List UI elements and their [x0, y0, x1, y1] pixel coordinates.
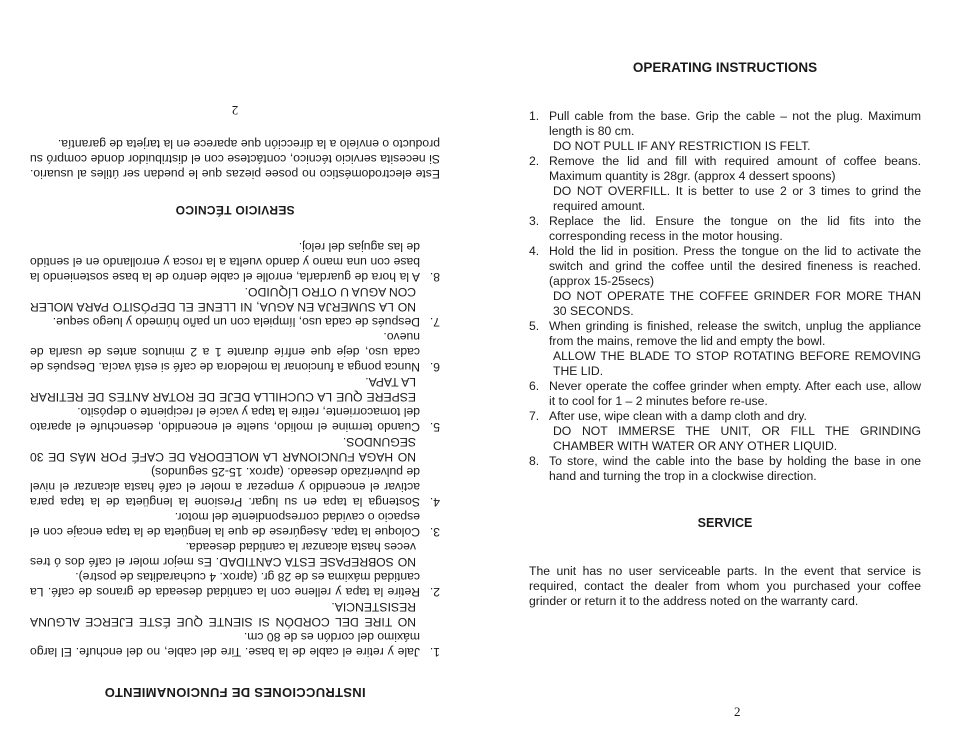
english-page-number: 2 [734, 704, 741, 719]
instruction-text: Cuando termine el molido, suelte el encendido, desenchufe el aparato del tomacorriente, retire la tapa y vacíe el recipiente o depósito. [30, 405, 420, 434]
instruction-number: 7. [429, 315, 440, 329]
instruction-text: After use, wipe clean with a damp cloth and dry. [549, 409, 807, 423]
instruction-item [30, 374, 440, 434]
instruction-text: To store, wind the cable into the base by holding the base in one hand and turning the trop in a clockwise direction. [549, 454, 921, 483]
instruction-item [30, 509, 440, 539]
instruction-text: Hold the lid in position. Press the tongue on the lid to activate the switch and grind the coffee until the desired fineness is reached. (approx 15-25secs) [549, 244, 921, 288]
instruction-number: 4. [529, 244, 540, 258]
instruction-number: 6. [529, 379, 540, 393]
spanish-service-title: SERVICIO TÉCNICO [175, 203, 295, 217]
spanish-service-text: Este electrodoméstico no posee piezas que le puedan ser útiles al usuario. Si necesita servicio técnico, contáctese con el distribuidor donde compró su producto o envíelo a la dirección que aparece en la tarjeta de garantía. [30, 137, 440, 181]
instruction-text: Nunca ponga a funcionar la moledora de café si está vacía. Después de cada uso, deje que enfríe durante 1 a 2 minutos antes de usarla de nuevo. [30, 330, 420, 374]
english-service-title: SERVICE [697, 516, 753, 530]
instruction-warning: DO NOT OPERATE THE COFFEE GRINDER FOR MORE THAN 30 SECONDS. [553, 289, 921, 318]
instruction-number: 8. [429, 270, 440, 284]
instruction-warning: NO HAGA FUNCIONAR LA MOLEDORA DE CAFÉ POR MÁS DE 30 SEGUNDOS. [30, 435, 416, 464]
english-service-text: The unit has no user serviceable parts. In the event that service is required, contact the dealer from whom you purchased your coffee grinder or return it to the address noted on the warranty card. [529, 564, 921, 608]
instruction-item [30, 434, 440, 509]
instruction-text: Después de cada uso, límpiela con un paño húmedo y luego seque. [52, 315, 420, 329]
instruction-item [529, 454, 921, 484]
instruction-text: Retire la tapa y rellene con la cantidad deseada de granos de café. La cantidad máxima es de 28 gr. (aprox. 4 cucharaditas de postre). [30, 570, 420, 599]
instruction-item [30, 539, 440, 599]
instruction-body [30, 539, 420, 599]
instruction-text: When grinding is finished, release the switch, unplug the appliance from the mains, remove the lid and empty the bowl. [549, 319, 921, 348]
instruction-text: A la hora de guardarla, enrolle el cable dentro de la base sosteniendo la base con una mano y dando vuelta a la rosca y enrollando en el sentido de las agujas del reloj. [30, 240, 420, 284]
instruction-warning: DO NOT PULL IF ANY RESTRICTION IS FELT. [553, 139, 811, 153]
instruction-warning: DO NOT IMMERSE THE UNIT, OR FILL THE GRINDING CHAMBER WITH WATER OR ANY OTHER LIQUID. [553, 424, 921, 453]
instruction-item [529, 154, 921, 214]
instruction-body [549, 409, 921, 454]
instruction-warning: NO SOBREPASE ESTA CANTIDAD. Es mejor moler el café dos ó tres veces hasta alcanzar la cantidad deseada. [30, 540, 416, 569]
instruction-text: Replace the lid. Ensure the tongue on the lid fits into the corresponding recess in the motor housing. [549, 214, 921, 243]
spanish-page-rotated-content [30, 0, 440, 738]
instruction-body [30, 239, 420, 284]
instruction-body [30, 509, 420, 539]
instruction-item [30, 284, 440, 329]
instruction-number: 2. [529, 154, 540, 168]
english-instruction-list [529, 109, 921, 484]
instruction-item [529, 109, 921, 154]
spanish-instruction-list [30, 239, 440, 659]
instruction-text: Never operate the coffee grinder when empty. After each use, allow it to cool for 1 – 2 minutes before re-use. [549, 379, 921, 408]
instruction-item [30, 599, 440, 659]
instruction-text: Coloque la tapa. Asegúrese de que la lengüeta de la tapa encaje con el espacio o cavidad correspondiente del motor. [30, 510, 420, 539]
instruction-warning: NO TIRE DEL CORDÓN SI SIENTE QUE ÉSTE EJERCE ALGUNA RESISTENCIA. [30, 600, 416, 629]
instruction-number: 8. [529, 454, 540, 468]
instruction-text: Remove the lid and fill with required amount of coffee beans. Maximum quantity is 28gr. (approx 4 dessert spoons) [549, 154, 921, 183]
instruction-item [529, 319, 921, 379]
instruction-item [529, 244, 921, 319]
instruction-number: 2. [429, 585, 440, 599]
instruction-text: Sostenga la tapa en su lugar. Presione la lengüeta de la tapa para activar el encendido y empezar a moler el café hasta alcanzar el nivel de pulverizado deseado. (aprox. 15-25 segundos) [30, 465, 420, 509]
instruction-number: 1. [529, 109, 540, 123]
instruction-warning: ESPERE QUE LA CUCHILLA DEJE DE ROTAR ANTES DE RETIRAR LA TAPA. [30, 375, 416, 404]
instruction-body [30, 434, 420, 509]
instruction-warning: NO LA SUMERJA EN AGUA, NI LLENE EL DEPÓSITO PARA MOLER CON AGUA U OTRO LÍQUIDO. [30, 285, 416, 314]
instruction-number: 3. [429, 525, 440, 539]
instruction-number: 1. [429, 645, 440, 659]
instruction-body [549, 244, 921, 319]
instruction-number: 5. [529, 319, 540, 333]
english-page [477, 0, 954, 738]
instruction-body [30, 329, 420, 374]
english-title: OPERATING INSTRUCTIONS [632, 60, 818, 75]
instruction-body [549, 454, 921, 484]
instruction-body [549, 109, 921, 154]
instruction-warning: ALLOW THE BLADE TO STOP ROTATING BEFORE REMOVING THE LID. [553, 349, 921, 378]
instruction-body [549, 319, 921, 379]
instruction-number: 7. [529, 409, 540, 423]
instruction-text: Jale y retire el cable de la base. Tire del cable, no del enchufe. El largo máximo del cordón es de 80 cm. [30, 630, 420, 659]
instruction-body [549, 154, 921, 214]
instruction-body [30, 284, 420, 329]
instruction-body [549, 379, 921, 409]
instruction-body [549, 214, 921, 244]
instruction-item [30, 239, 440, 284]
instruction-number: 4. [429, 495, 440, 509]
instruction-number: 6. [429, 360, 440, 374]
instruction-warning: DO NOT OVERFILL. It is better to use 2 or 3 times to grind the required amount. [553, 184, 921, 213]
instruction-body [30, 374, 420, 434]
instruction-number: 3. [529, 214, 540, 228]
instruction-item [30, 329, 440, 374]
spanish-title: INSTRUCCIONES DE FUNCIONAMIENTO [104, 685, 366, 700]
spanish-page-number: 2 [231, 103, 239, 118]
instruction-item [529, 379, 921, 409]
instruction-item [529, 409, 921, 454]
instruction-number: 5. [429, 420, 440, 434]
instruction-body [30, 599, 420, 659]
instruction-item [529, 214, 921, 244]
instruction-text: Pull cable from the base. Grip the cable – not the plug. Maximum length is 80 cm. [549, 109, 921, 138]
